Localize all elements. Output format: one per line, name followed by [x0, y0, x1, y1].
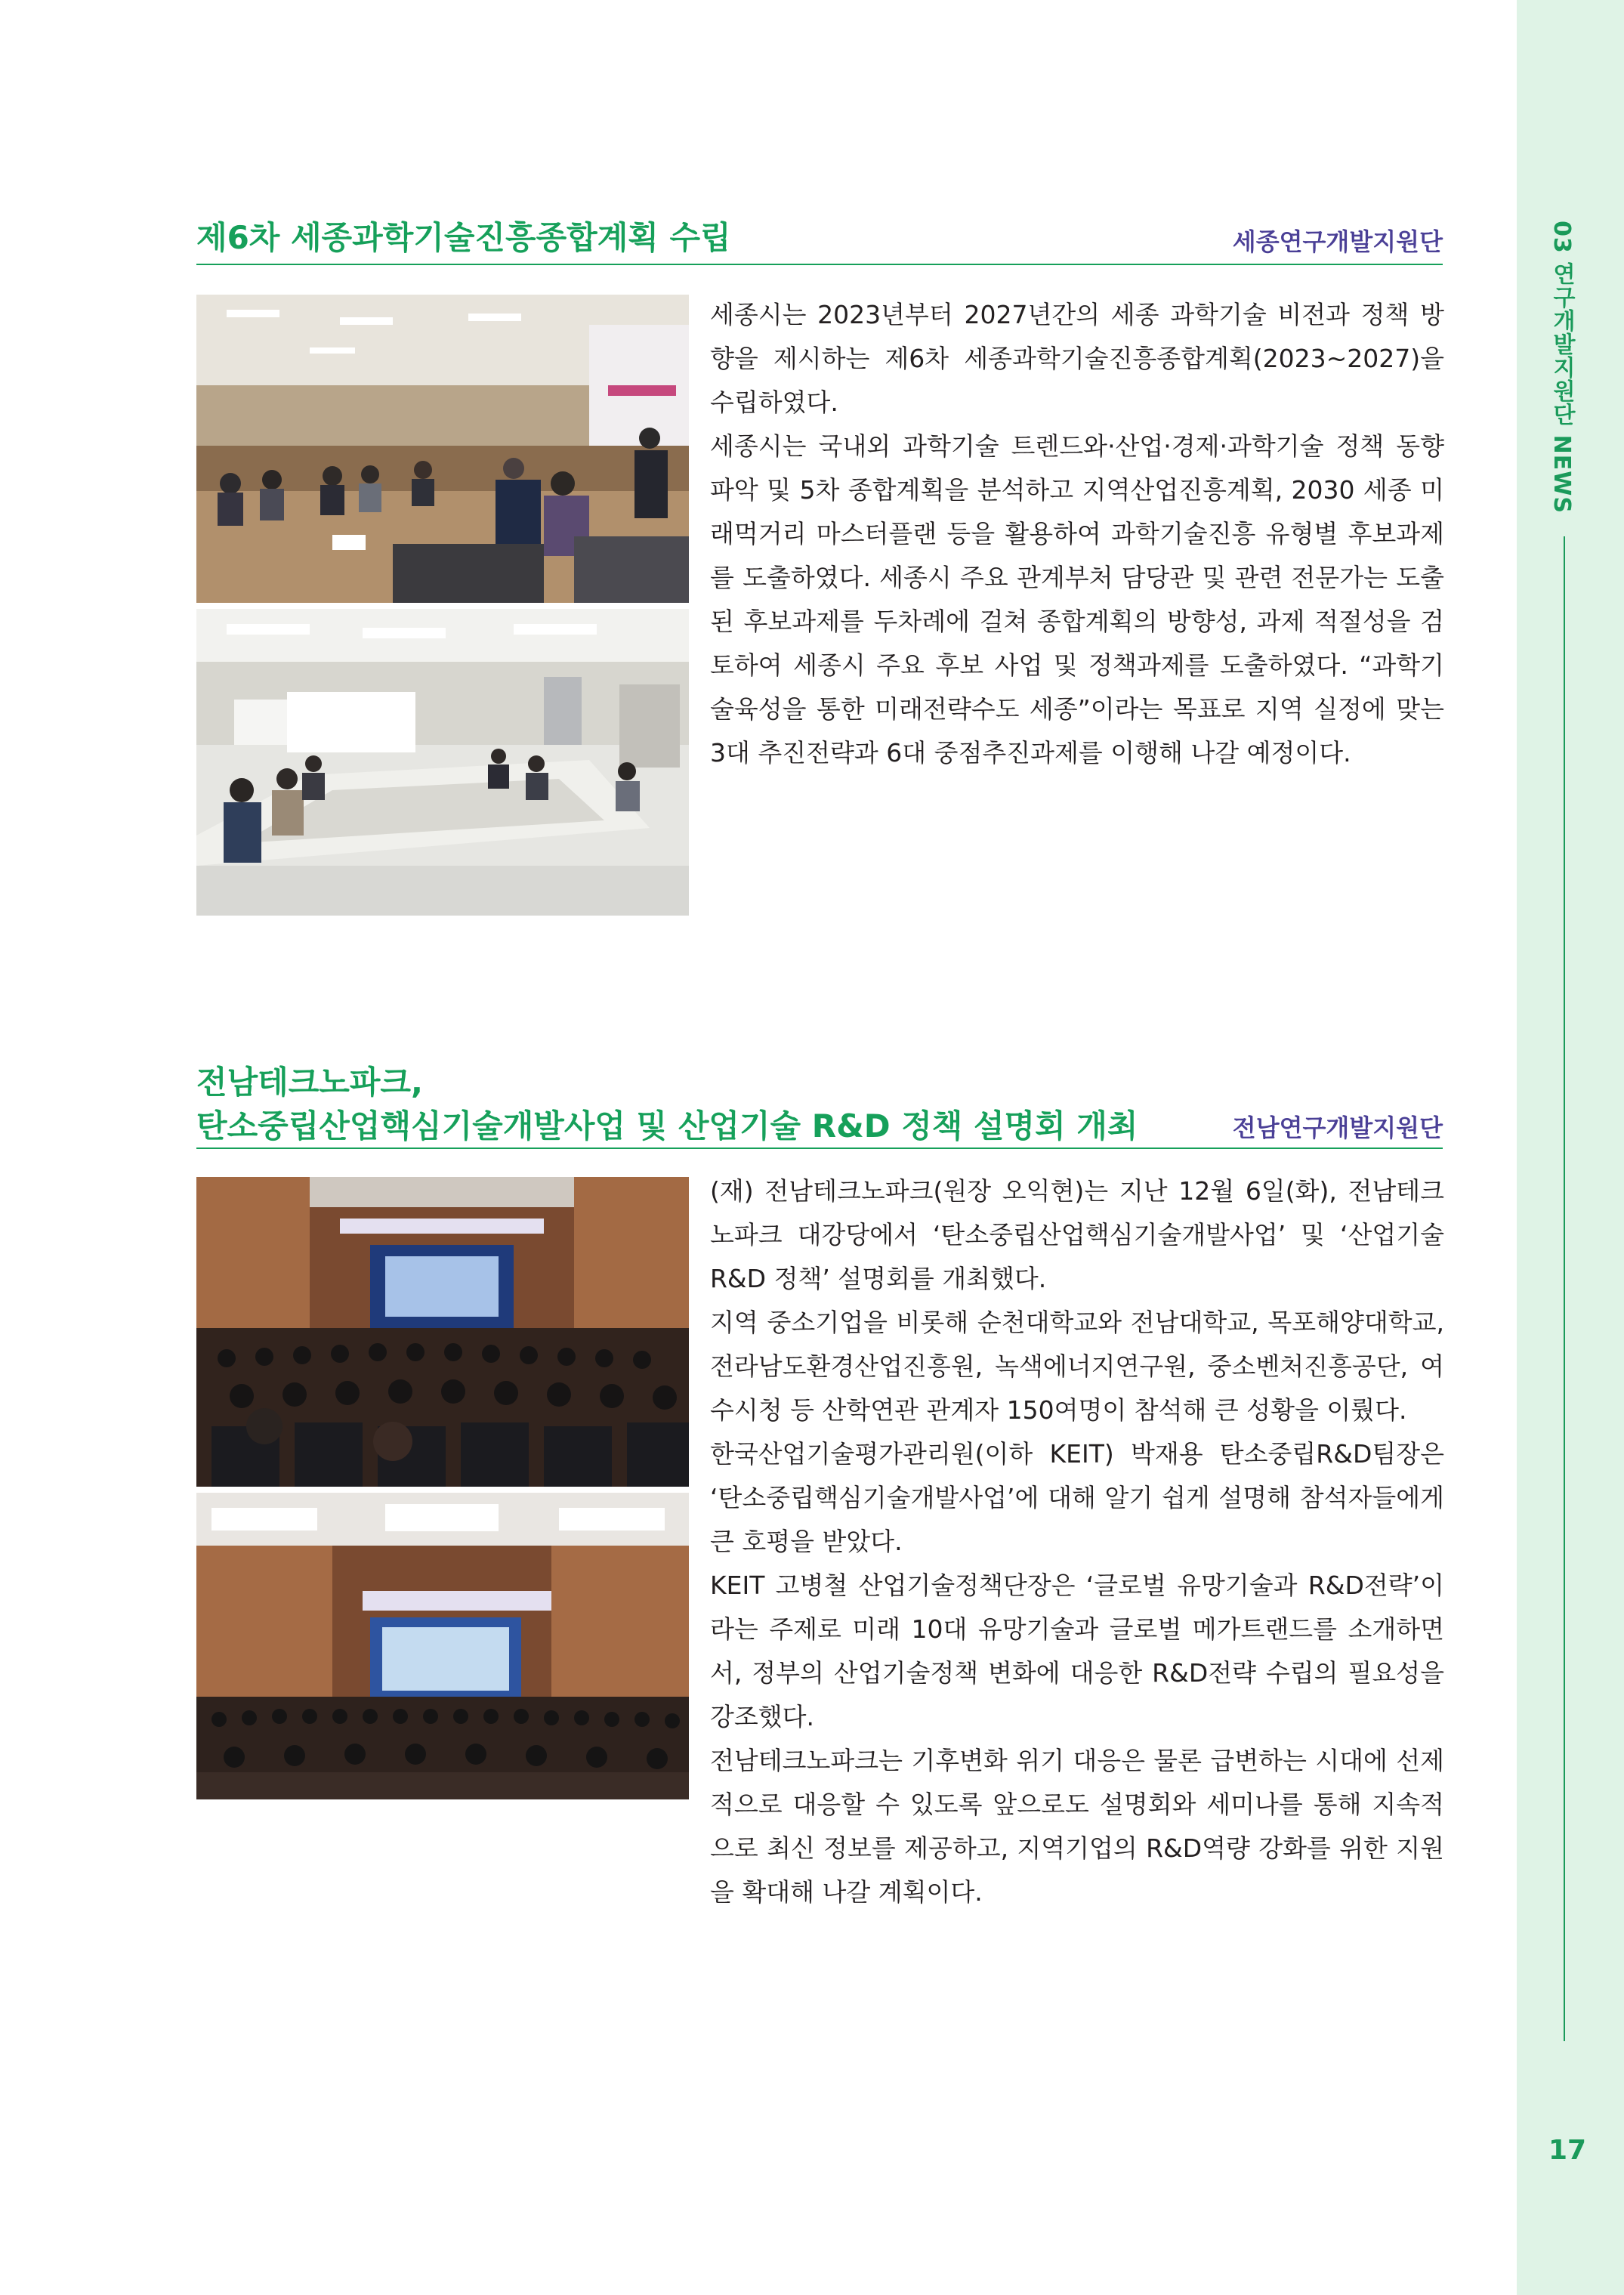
- article-1-title-line: 제6차 세종과학기술진흥종합계획 수립: [196, 219, 731, 256]
- article-2-paragraph: KEIT 고병철 산업기술정책단장은 ‘글로벌 유망기술과 R&D전략’이라는 주제로 미래 10대 유망기술과 글로벌 메가트랜드를 소개하면서, 정부의 산업기술정책 변화에 대응한 R&D전략 수립의 필요성을 강조했다.: [710, 1571, 1444, 1731]
- meeting-room-photo: [196, 295, 689, 603]
- section-label: 03 연구개발지원단 NEWS: [1548, 221, 1575, 514]
- article-2-title-line: 전남테크노파크,: [196, 1064, 423, 1101]
- auditorium-audience-photo: [196, 1493, 689, 1799]
- article-2-title: [196, 1061, 1138, 1148]
- sidebar-divider: [1564, 536, 1565, 2041]
- article-2-paragraph: (재) 전남테크노파크(원장 오익현)는 지난 12월 6일(화), 전남테크노파크 대강당에서 ‘탄소중립산업핵심기술개발사업’ 및 ‘산업기술 R&D 정책’ 설명회를 개최했다.: [710, 1176, 1444, 1293]
- article-2-body: [710, 1169, 1444, 1914]
- article-1-body: [710, 293, 1444, 775]
- article-2-paragraph: 한국산업기술평가관리원(이하 KEIT) 박재용 탄소중립R&D팀장은 ‘탄소중립핵심기술개발사업’에 대해 알기 쉽게 설명해 참석자들에게 큰 호평을 받았다.: [710, 1439, 1444, 1556]
- article-1-paragraph: 세종시는 2023년부터 2027년간의 세종 과학기술 비전과 정책 방향을 제시하는 제6차 세종과학기술진흥종합계획(2023~2027)을 수립하였다.: [710, 300, 1444, 417]
- article-2-paragraph: 지역 중소기업을 비롯해 순천대학교와 전남대학교, 목포해양대학교, 전라남도환경산업진흥원, 녹색에너지연구원, 중소벤처진흥공단, 여수시청 등 산학연관 관계자 150여명이 참석해 큰 성황을 이뤘다.: [710, 1308, 1444, 1425]
- article-2-title-rule: [196, 1148, 1443, 1149]
- article-1-org: 세종연구개발지원단: [1232, 227, 1443, 256]
- article-2-title-line: 탄소중립산업핵심기술개발사업 및 산업기술 R&D 정책 설명회 개최: [196, 1107, 1138, 1144]
- article-1-paragraph: 세종시는 국내외 과학기술 트렌드와·산업·경제·과학기술 정책 동향 파악 및 5차 종합계획을 분석하고 지역산업진흥계획, 2030 세종 미래먹거리 마스터플랜 등을 활용하여 과학기술진흥 유형별 후보과제를 도출하였다. 세종시 주요 관계부처 담당관 및 관련 전문가는 도출된 후보과제를 두차례에 걸쳐 종합계획의 방향성, 과제 적절성을 검토하여 세종시 주요 후보 사업 및 정책과제를 도출하였다. “과학기술육성을 통한 미래전략수도 세종”이라는 목표로 지역 실정에 맞는 3대 추진전략과 6대 중점추진과제를 이행해 나갈 예정이다.: [710, 431, 1444, 768]
- article-2-org: 전남연구개발지원단: [1232, 1114, 1443, 1142]
- article-2-paragraph: 전남테크노파크는 기후변화 위기 대응은 물론 급변하는 시대에 선제적으로 대응할 수 있도록 앞으로도 설명회와 세미나를 통해 지속적으로 최신 정보를 제공하고, 지역기업의 R&D역량 강화를 위한 지원을 확대해 나갈 계획이다.: [710, 1746, 1444, 1907]
- auditorium-photo: [196, 1177, 689, 1487]
- page-number: 17: [1548, 2135, 1587, 2166]
- article-1-title-rule: [196, 264, 1443, 265]
- article-1-title: [196, 216, 731, 260]
- conference-table-photo: [196, 609, 689, 916]
